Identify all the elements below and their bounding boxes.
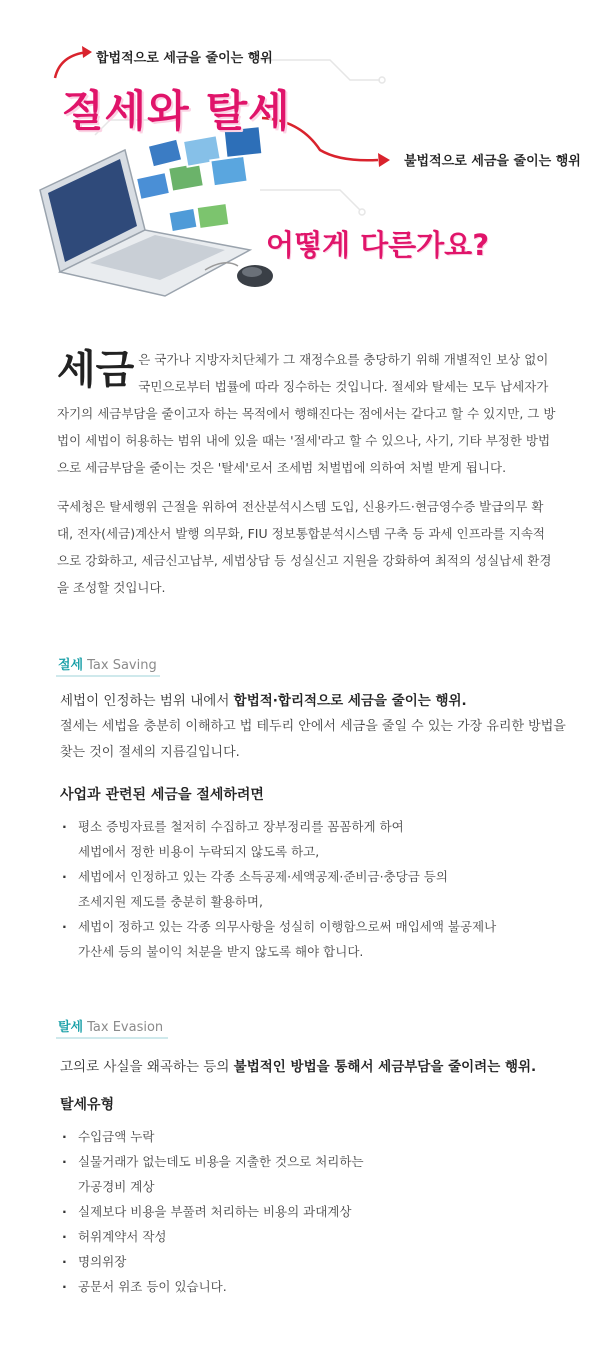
evasion-subhead: 탈세유형 xyxy=(60,1097,115,1113)
list-item-line: · 세법에서 인정하고 있는 각종 소득공제·세액공제·준비금·충당금 등의 xyxy=(78,869,448,884)
list-item-line: · 수입금액 누락 xyxy=(78,1129,155,1144)
section-heading-saving xyxy=(58,654,157,673)
list-item-line: · 공문서 위조 등이 있습니다. xyxy=(78,1279,227,1294)
saving-lead-text: 세법이 인정하는 범위 내에서 xyxy=(60,693,234,709)
list-item xyxy=(60,1224,560,1249)
list-item xyxy=(60,814,560,864)
saving-lead-bold: 합법적·합리적으로 세금을 줄이는 행위. xyxy=(233,693,467,709)
saving-subhead: 사업과 관련된 세금을 절세하려면 xyxy=(60,787,264,803)
list-item-line: 조세지원 제도를 충분히 활용하며, xyxy=(78,894,263,909)
saving-desc: 절세는 세법을 충분히 이해하고 법 테두리 안에서 세금을 줄일 수 있는 가장 유리한 방법을 찾는 것이 절세의 지름길입니다. xyxy=(60,719,566,760)
list-item-line: · 실물거래가 없는데도 비용을 지출한 것으로 처리하는 xyxy=(78,1154,364,1169)
list-item-line: · 세법이 정하고 있는 각종 의무사항을 성실히 이행함으로써 매입세액 불공제나 xyxy=(78,919,497,934)
intro-text xyxy=(57,346,557,601)
evasion-lead-text: 고의로 사실을 왜곡하는 등의 xyxy=(60,1059,234,1075)
evasion-description xyxy=(60,1054,570,1080)
intro-paragraph-2: 국세청은 탈세행위 근절을 위하여 전산분석시스템 도입, 신용카드·현금영수증 발급의무 확대, 전자(세금)계산서 발행 의무화, FIU 정보통합분석시스템 구축 등 과세 인프라를 지속적으로 강화하고, 세금신고납부, 세법상담 등 성실신고 지원을 강화하여 최적의 성실납세 환경을 조성할 것입니다. xyxy=(57,499,552,595)
list-item-line: · 명의위장 xyxy=(78,1254,127,1269)
list-item xyxy=(60,1199,560,1224)
saving-heading-en: Tax Saving xyxy=(87,658,157,673)
saving-description xyxy=(60,688,570,766)
list-item-line: · 허위계약서 작성 xyxy=(78,1229,167,1244)
legal-label: 합법적으로 세금을 줄이는 행위 xyxy=(96,51,273,66)
illegal-label: 불법적으로 세금을 줄이는 행위 xyxy=(404,154,581,169)
intro-paragraph-1-text: 은 국가나 지방자치단체가 그 재정수요를 충당하기 위해 개별적인 보상 없이 국민으로부터 법률에 따라 징수하는 것입니다. 절세와 탈세는 모두 납세자가 자기의 세금부담을 줄이고자 하는 목적에서 행해진다는 점에서는 같다고 할 수 있지만, 그 방법이 세법이 허용하는 범위 내에 있을 때는 '절세'라고 할 수 있으나, 사기, 기타 부정한 방법으로 세금부담을 줄이는 것은 '탈세'로서 조세범 처벌법에 의하여 처벌 받게 됩니다. xyxy=(57,352,556,475)
hero-subtitle: 어떻게 다른가요? xyxy=(266,228,490,262)
evasion-list xyxy=(60,1124,560,1299)
list-item xyxy=(60,1274,560,1299)
list-item xyxy=(60,1249,560,1274)
list-item-line: · 실제보다 비용을 부풀려 처리하는 비용의 과대계상 xyxy=(78,1204,352,1219)
evasion-lead-bold: 불법적인 방법을 통해서 세금부담을 줄이려는 행위. xyxy=(233,1059,537,1075)
list-item xyxy=(60,1149,560,1199)
list-item xyxy=(60,864,560,914)
photo-cards xyxy=(136,126,262,232)
list-item-line: · 평소 증빙자료를 철저히 수집하고 장부정리를 꼼꼼하게 하여 xyxy=(78,819,404,834)
saving-heading-ko: 절세 xyxy=(58,658,84,673)
evasion-heading-ko: 탈세 xyxy=(58,1020,84,1035)
saving-lead xyxy=(60,688,570,714)
list-item-line: 가산세 등의 불이익 처분을 받지 않도록 해야 합니다. xyxy=(78,944,364,959)
evasion-heading-underline xyxy=(56,1037,168,1039)
intro-paragraph-1 xyxy=(57,346,557,481)
hero-title: 절세와 탈세 xyxy=(62,87,291,137)
list-item xyxy=(60,1124,560,1149)
section-heading-evasion xyxy=(58,1016,163,1035)
saving-heading-underline xyxy=(56,675,160,677)
list-item-line: 가공경비 계상 xyxy=(78,1179,155,1194)
list-item-line: 세법에서 정한 비용이 누락되지 않도록 하고, xyxy=(78,844,320,859)
dropcap: 세금 xyxy=(57,347,135,393)
evasion-lead xyxy=(60,1054,570,1080)
evasion-heading-en: Tax Evasion xyxy=(87,1020,164,1035)
hero-banner xyxy=(0,0,600,310)
saving-list xyxy=(60,814,560,964)
list-item xyxy=(60,914,560,964)
